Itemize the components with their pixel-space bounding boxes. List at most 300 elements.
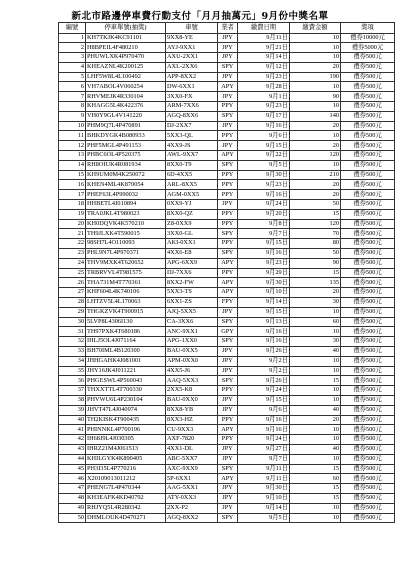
row-number: 8	[59, 102, 86, 112]
parking-bill-number: PHL9N7L4P970371	[86, 249, 166, 259]
payment-date: 9月21日	[238, 43, 290, 53]
table-row	[59, 131, 395, 141]
prize: 禮券500元	[341, 327, 395, 337]
plate-number: ARM-7XX6	[166, 102, 218, 112]
payment-date: 9月10日	[238, 493, 290, 503]
prize: 禮券500元	[341, 170, 395, 180]
operator: APY	[218, 425, 238, 435]
parking-bill-number: KH3EAFK4KD40792	[86, 493, 166, 503]
plate-number: 8XX8-YB	[166, 405, 218, 415]
column-header-payment-date: 繳費日期	[238, 23, 290, 34]
payment-date: 9月26日	[238, 376, 290, 386]
row-number: 44	[59, 454, 86, 464]
payment-amount: 10	[290, 503, 341, 513]
prize: 禮券500元	[341, 425, 395, 435]
plate-number: APM-0XX0	[166, 356, 218, 366]
payment-amount: 40	[290, 444, 341, 454]
table-row	[59, 317, 395, 327]
plate-number: 9XX8-YE	[166, 33, 218, 43]
table-row	[59, 92, 395, 102]
prize: 禮券500元	[341, 180, 395, 190]
row-number: 28	[59, 298, 86, 308]
table-row	[59, 503, 395, 513]
parking-bill-number: RHJYQ5L4R280342	[86, 503, 166, 513]
operator: PPY	[218, 102, 238, 112]
parking-bill-number: JHVT47L4J040974	[86, 405, 166, 415]
row-number: 48	[59, 493, 86, 503]
plate-number: 4XX5-J6	[166, 366, 218, 376]
operator: SPY	[218, 249, 238, 259]
payment-amount: 30	[290, 337, 341, 347]
plate-number: 0XX9-YJ	[166, 200, 218, 210]
payment-amount: 10	[290, 131, 341, 141]
payment-amount: 20	[290, 415, 341, 425]
plate-number: AYJ-9XX1	[166, 43, 218, 53]
payment-date: 9月2日	[238, 366, 290, 376]
operator: JPY	[218, 33, 238, 43]
row-number: 19	[59, 209, 86, 219]
payment-date: 9月16日	[238, 425, 290, 435]
operator: JPY	[218, 454, 238, 464]
payment-date: 9月15日	[238, 395, 290, 405]
operator: PPY	[218, 170, 238, 180]
row-number: 9	[59, 111, 86, 121]
operator: SPY	[218, 160, 238, 170]
prize: 禮券500元	[341, 415, 395, 425]
row-number: 31	[59, 327, 86, 337]
operator: JPY	[218, 121, 238, 131]
payment-amount: 20	[290, 180, 341, 190]
prize: 禮券500元	[341, 92, 395, 102]
payment-amount: 10	[290, 33, 341, 43]
row-number: 12	[59, 141, 86, 151]
operator: JPY	[218, 43, 238, 53]
table-row	[59, 464, 395, 474]
row-number: 46	[59, 474, 86, 484]
payment-amount: 15	[290, 484, 341, 494]
prize: 禮券500元	[341, 200, 395, 210]
payment-date: 9月24日	[238, 386, 290, 396]
prize: 禮券500元	[341, 102, 395, 112]
table-row	[59, 160, 395, 170]
prize: 禮券500元	[341, 160, 395, 170]
parking-bill-number: PHBC6OL4P520375	[86, 151, 166, 161]
parking-bill-number: TH2KISK4T900435	[86, 415, 166, 425]
plate-number: AKI-0XX1	[166, 239, 218, 249]
payment-date: 9月24日	[238, 435, 290, 445]
table-row	[59, 170, 395, 180]
payment-amount: 40	[290, 405, 341, 415]
row-number: 43	[59, 444, 86, 454]
plate-number: 4XX9-JS	[166, 141, 218, 151]
operator: JPY	[218, 347, 238, 357]
payment-amount: 120	[290, 151, 341, 161]
payment-amount: 10	[290, 43, 341, 53]
table-row	[59, 298, 395, 308]
parking-bill-number: IHLJ5OL4J071164	[86, 337, 166, 347]
row-number: 32	[59, 337, 86, 347]
plate-number: AXC-9XX9	[166, 464, 218, 474]
payment-date: 9月8日	[238, 219, 290, 229]
row-number: 20	[59, 219, 86, 229]
payment-amount: 20	[290, 62, 341, 72]
table-body	[59, 33, 395, 523]
payment-date: 9月6日	[238, 405, 290, 415]
row-number: 5	[59, 72, 86, 82]
payment-amount: 90	[290, 258, 341, 268]
payment-date: 9月26日	[238, 347, 290, 357]
row-number: 40	[59, 415, 86, 425]
table-row	[59, 278, 395, 288]
row-number: 7	[59, 92, 86, 102]
row-number: 36	[59, 376, 86, 386]
prize: 禮券500元	[341, 111, 395, 121]
prize: 禮券500元	[341, 239, 395, 249]
plate-number: AXF-7820	[166, 435, 218, 445]
plate-number: 5XX3-QL	[166, 131, 218, 141]
prize: 禮券500元	[341, 464, 395, 474]
plate-number: 2XX-P2	[166, 503, 218, 513]
parking-bill-number: PHM9Q7L4P470891	[86, 121, 166, 131]
plate-number: AGQ-8XX6	[166, 111, 218, 121]
payment-amount: 10	[290, 82, 341, 92]
prize: 禮券500元	[341, 219, 395, 229]
operator: JPY	[218, 444, 238, 454]
prize: 禮券500元	[341, 337, 395, 347]
payment-amount: 15	[290, 493, 341, 503]
payment-amount: 10	[290, 307, 341, 317]
payment-date: 9月24日	[238, 200, 290, 210]
parking-bill-number: VH0Y9GL4V141220	[86, 111, 166, 121]
prize: 禮券500元	[341, 190, 395, 200]
plate-number: Z8-0XX9	[166, 219, 218, 229]
table-row	[59, 337, 395, 347]
operator: PPY	[218, 190, 238, 200]
payment-amount: 50	[290, 249, 341, 259]
table-row	[59, 200, 395, 210]
payment-date: 9月7日	[238, 454, 290, 464]
operator: JPY	[218, 72, 238, 82]
parking-bill-number: TRA0JKL4T980023	[86, 209, 166, 219]
row-number: 45	[59, 464, 86, 474]
row-number: 10	[59, 121, 86, 131]
row-number: 47	[59, 484, 86, 494]
row-number: 11	[59, 131, 86, 141]
payment-amount: 10	[290, 513, 341, 523]
operator: JPY	[218, 92, 238, 102]
payment-amount: 10	[290, 366, 341, 376]
operator: APY	[218, 288, 238, 298]
row-number: 37	[59, 386, 86, 396]
parking-bill-number: KHF604L4K740106	[86, 288, 166, 298]
parking-bill-number: TH97PXK4T680186	[86, 327, 166, 337]
row-number: 25	[59, 268, 86, 278]
row-number: 21	[59, 229, 86, 239]
row-number: 13	[59, 151, 86, 161]
operator: PPY	[218, 239, 238, 249]
parking-bill-number: JHY16JK4J011221	[86, 366, 166, 376]
row-number: 42	[59, 435, 86, 445]
operator: APY	[218, 278, 238, 288]
payment-amount: 10	[290, 102, 341, 112]
operator: SPY	[218, 62, 238, 72]
payment-amount: 15	[290, 209, 341, 219]
prize: 禮券500元	[341, 484, 395, 494]
row-number: 34	[59, 356, 86, 366]
table-row	[59, 366, 395, 376]
plate-number: ABC-5XX7	[166, 454, 218, 464]
prize: 禮券500元	[341, 366, 395, 376]
row-number: 35	[59, 366, 86, 376]
parking-bill-number: PHENG7L4P470344	[86, 484, 166, 494]
payment-amount: 70	[290, 229, 341, 239]
column-header-prize: 獎項	[341, 23, 395, 34]
table-row	[59, 474, 395, 484]
table-row	[59, 425, 395, 435]
plate-number: AGQ-8XX2	[166, 513, 218, 523]
column-header-payment-amount: 繳費金額	[290, 23, 341, 34]
plate-number: AAG-5XX1	[166, 484, 218, 494]
parking-bill-number: THV9MXK4T620652	[86, 258, 166, 268]
payment-amount: 80	[290, 239, 341, 249]
prize: 禮券500元	[341, 278, 395, 288]
operator: APY	[218, 258, 238, 268]
prize: 禮券500元	[341, 503, 395, 513]
parking-bill-number: 5LVP8L4306I130	[86, 317, 166, 327]
parking-bill-number: PHUWLXK4P970470	[86, 53, 166, 63]
prize: 禮券500元	[341, 347, 395, 357]
payment-date: 9月15日	[238, 239, 290, 249]
plate-number: 2XX5-K8	[166, 386, 218, 396]
row-number: 26	[59, 278, 86, 288]
row-number: 33	[59, 347, 86, 357]
table-row	[59, 356, 395, 366]
payment-date: 9月15日	[238, 307, 290, 317]
parking-bill-number: KHAGG5L4K422376	[86, 102, 166, 112]
row-number: 39	[59, 405, 86, 415]
payment-date: 9月14日	[238, 298, 290, 308]
table-row	[59, 111, 395, 121]
operator: PPY	[218, 268, 238, 278]
operator: JPY	[218, 141, 238, 151]
parking-bill-number: PH3I35L4P770216	[86, 464, 166, 474]
payment-date: 9月12日	[238, 62, 290, 72]
payment-date: 9月1日	[238, 92, 290, 102]
plate-number: 8XX0-T9	[166, 160, 218, 170]
payment-date: 9月30日	[238, 484, 290, 494]
parking-bill-number: RHVMEJK4R330104	[86, 92, 166, 102]
prize: 禮券500元	[341, 376, 395, 386]
prize: 禮券500元	[341, 386, 395, 396]
plate-number: DJ-2XX7	[166, 121, 218, 131]
payment-amount: 140	[290, 111, 341, 121]
operator: JPY	[218, 484, 238, 494]
operator: JPY	[218, 366, 238, 376]
row-number: 22	[59, 239, 86, 249]
plate-number: ARL-8XX5	[166, 180, 218, 190]
payment-amount: 90	[290, 92, 341, 102]
table-row	[59, 327, 395, 337]
table-row	[59, 395, 395, 405]
payment-date: 9月11日	[238, 33, 290, 43]
row-number: 49	[59, 503, 86, 513]
plate-number: 5XX3-TS	[166, 288, 218, 298]
payment-amount: 15	[290, 376, 341, 386]
operator: JPY	[218, 200, 238, 210]
payment-amount: 10	[290, 356, 341, 366]
table-row	[59, 239, 395, 249]
payment-amount: 10	[290, 327, 341, 337]
page-title: 新北市路邊停車費行動支付「月月抽萬元」9月份中獎名單	[71, 11, 329, 22]
payment-date: 9月10日	[238, 288, 290, 298]
payment-date: 9月30日	[238, 278, 290, 288]
plate-number: AJQ-5XX5	[166, 307, 218, 317]
row-number: 1	[59, 33, 86, 43]
operator: JPY	[218, 405, 238, 415]
plate-number: CA-3XX6	[166, 317, 218, 327]
table-row	[59, 386, 395, 396]
row-number: 18	[59, 200, 86, 210]
row-number: 24	[59, 258, 86, 268]
prize: 禮券500元	[341, 454, 395, 464]
prize: 禮券500元	[341, 258, 395, 268]
prize: 禮券500元	[341, 405, 395, 415]
payment-date: 9月7日	[238, 229, 290, 239]
payment-date: 9月16日	[238, 190, 290, 200]
parking-bill-number: RH8OIUK4R081934	[86, 160, 166, 170]
row-number: 27	[59, 288, 86, 298]
row-number: 41	[59, 425, 86, 435]
payment-date: 9月14日	[238, 53, 290, 63]
table-row	[59, 190, 395, 200]
row-number: 29	[59, 307, 86, 317]
table-row	[59, 347, 395, 357]
table-row	[59, 180, 395, 190]
plate-number: ANC-9XX1	[166, 327, 218, 337]
plate-number: DJ-7XX6	[166, 268, 218, 278]
table-row	[59, 62, 395, 72]
plate-number: APP-8XX2	[166, 72, 218, 82]
payment-date: 9月16日	[238, 327, 290, 337]
payment-amount: 10	[290, 454, 341, 464]
prize: 禮券500元	[341, 307, 395, 317]
prize: 禮券500元	[341, 444, 395, 454]
operator: APY	[218, 474, 238, 484]
table-row	[59, 435, 395, 445]
payment-date: 9月23日	[238, 72, 290, 82]
parking-bill-number: KHILGYK4K890405	[86, 454, 166, 464]
payment-amount: 135	[290, 278, 341, 288]
plate-number: AWL-9XX7	[166, 151, 218, 161]
column-header-plate-number: 車號	[166, 23, 218, 34]
payment-date: 9月23日	[238, 180, 290, 190]
parking-bill-number: THGKZVK4T900915	[86, 307, 166, 317]
parking-bill-number: PHGESWL4P560043	[86, 376, 166, 386]
column-header-number: 編號	[59, 23, 86, 34]
parking-bill-number: PHVWU6L4P230104	[86, 395, 166, 405]
payment-amount: 10	[290, 395, 341, 405]
column-header-parking-bill-number: 停車單號(抽獎)	[86, 23, 166, 34]
winners-table	[58, 22, 395, 523]
plate-number: 3XX0-FX	[166, 92, 218, 102]
plate-number: AXL-2XX6	[166, 62, 218, 72]
operator: PPY	[218, 386, 238, 396]
payment-date: 9月17日	[238, 111, 290, 121]
table-row	[59, 141, 395, 151]
payment-date: 9月6日	[238, 131, 290, 141]
table-row	[59, 229, 395, 239]
payment-amount: 10	[290, 435, 341, 445]
payment-date: 9月13日	[238, 317, 290, 327]
row-number: 6	[59, 82, 86, 92]
row-number: 50	[59, 513, 86, 523]
payment-amount: 10	[290, 386, 341, 396]
plate-number: 4XX6-E8	[166, 249, 218, 259]
plate-number: 5P-6XX1	[166, 474, 218, 484]
plate-number: 3XX0-GL	[166, 229, 218, 239]
table-row	[59, 484, 395, 494]
prize: 禮券500元	[341, 82, 395, 92]
payment-date: 9月5日	[238, 160, 290, 170]
table-row	[59, 219, 395, 229]
table-row	[59, 444, 395, 454]
table-row	[59, 82, 395, 92]
prize: 禮券500元	[341, 209, 395, 219]
parking-bill-number: DHMLOUK4D470271	[86, 513, 166, 523]
column-header-operator: 業者	[218, 23, 238, 34]
parking-bill-number: LHF5W8L4L100492	[86, 72, 166, 82]
parking-bill-number: PHINNKL4P700196	[86, 425, 166, 435]
prize: 禮券500元	[341, 288, 395, 298]
plate-number: CU-9XX3	[166, 425, 218, 435]
plate-number: 8XX2-FW	[166, 278, 218, 288]
payment-date: 9月15日	[238, 141, 290, 151]
plate-number: APG-6XX9	[166, 258, 218, 268]
payment-amount: 20	[290, 121, 341, 131]
parking-bill-number: KH7TKJK4KC91101	[86, 33, 166, 43]
prize: 禮券10000元	[341, 33, 395, 43]
row-number: 30	[59, 317, 86, 327]
operator: JPY	[218, 307, 238, 317]
operator: PPY	[218, 435, 238, 445]
table-row	[59, 376, 395, 386]
operator: SPY	[218, 376, 238, 386]
operator: SPY	[218, 229, 238, 239]
payment-date: 9月29日	[238, 268, 290, 278]
table-row	[59, 121, 395, 131]
table-row	[59, 151, 395, 161]
payment-date: 9月22日	[238, 151, 290, 161]
prize: 禮券500元	[341, 474, 395, 484]
prize: 禮券500元	[341, 268, 395, 278]
prize: 禮券500元	[341, 229, 395, 239]
parking-bill-number: IHRZ21M4J061513	[86, 444, 166, 454]
plate-number: 8XX3-HZ	[166, 415, 218, 425]
parking-bill-number: PHF5MGL4P491153	[86, 141, 166, 151]
payment-amount: 20	[290, 141, 341, 151]
parking-bill-number: HHBETL4J010894	[86, 200, 166, 210]
payment-date: 9月16日	[238, 249, 290, 259]
prize: 禮券5000元	[341, 43, 395, 53]
row-number: 2	[59, 43, 86, 53]
parking-bill-number: IH68J9L4J030305	[86, 435, 166, 445]
payment-amount: 20	[290, 288, 341, 298]
prize: 禮券500元	[341, 249, 395, 259]
payment-date: 9月11日	[238, 464, 290, 474]
operator: SPY	[218, 317, 238, 327]
table-row	[59, 209, 395, 219]
table-row	[59, 53, 395, 63]
